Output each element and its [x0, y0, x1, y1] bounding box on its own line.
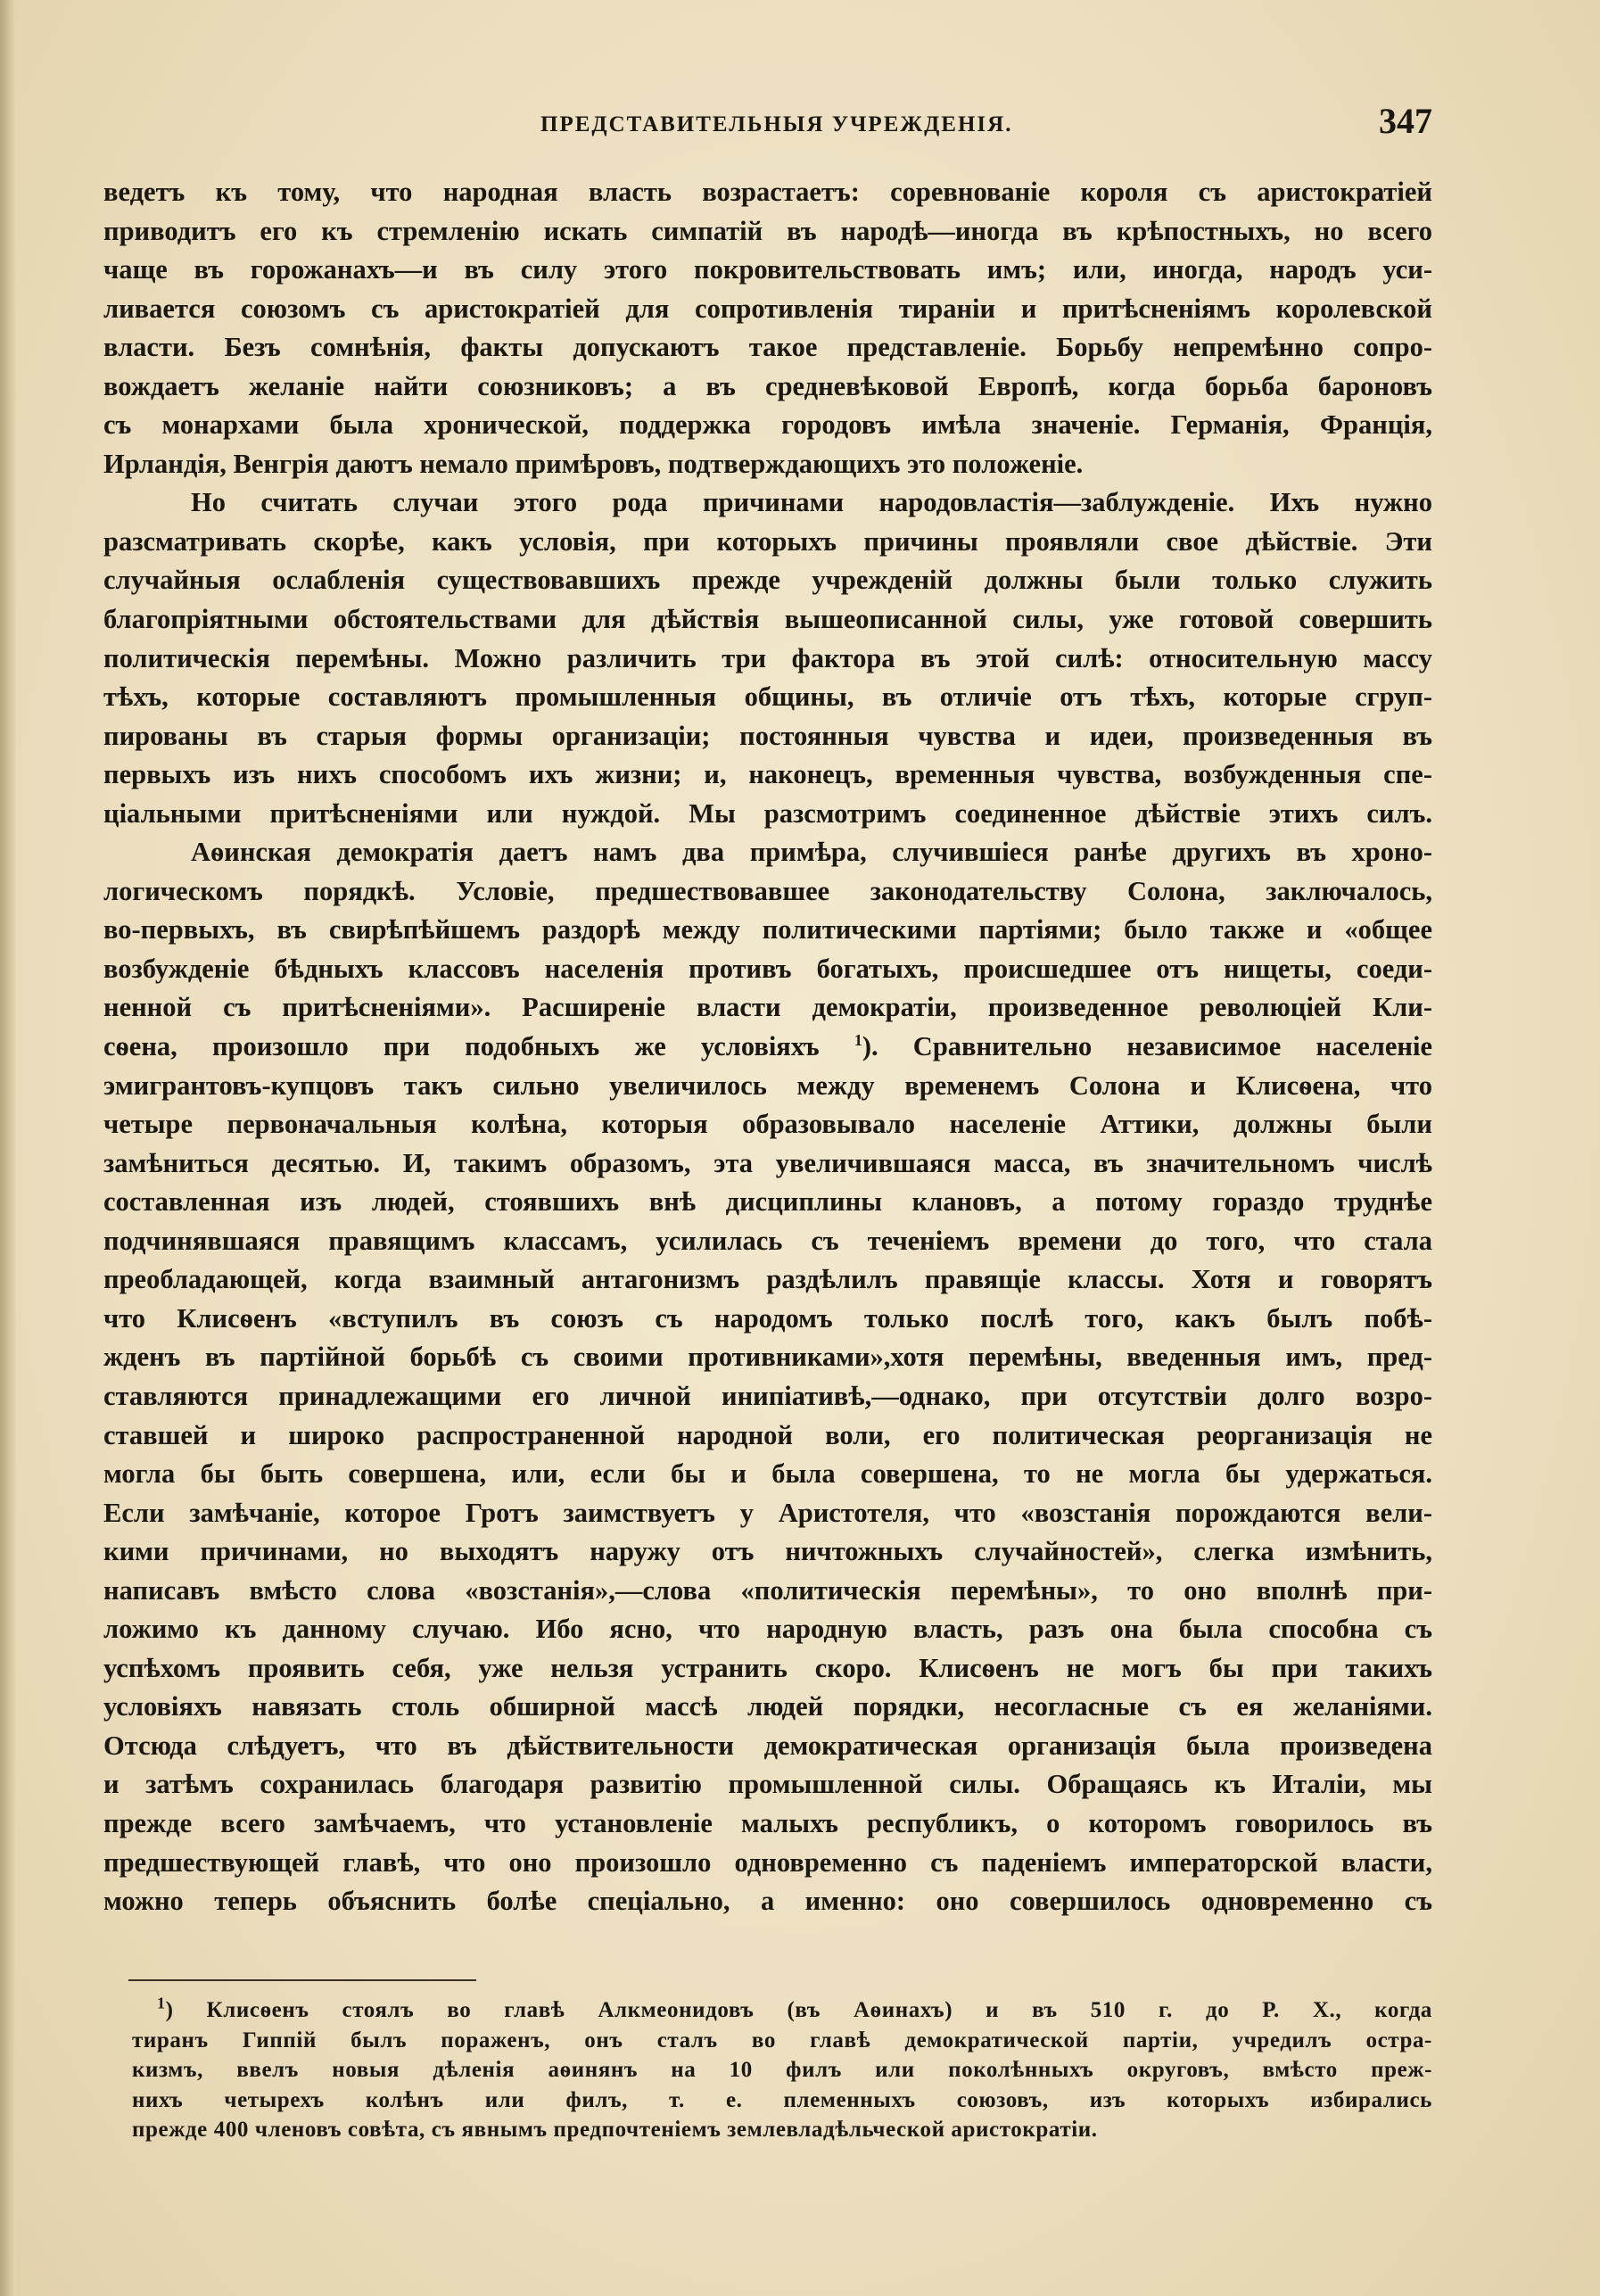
text-line: ливается союзомъ съ аристократіей для сопротивленія тираніи и притѣсненіямъ королевской	[103, 293, 1432, 324]
footnote-marker: 1	[157, 1994, 166, 2012]
footnote	[132, 1995, 1432, 2145]
text-line: приводитъ его къ стремленію искать симпатій въ народѣ—иногда въ крѣпостныхъ, но всего	[103, 215, 1432, 246]
text-line: ненной съ притѣсненіями». Расширеніе власти демократіи, произведенное революціей Кли-	[103, 992, 1432, 1023]
page-header	[103, 100, 1432, 153]
text-line: что Клисѳенъ «вступилъ въ союзъ съ народомъ только послѣ того, какъ былъ побѣ-	[103, 1302, 1432, 1334]
text-line: вождаетъ желаніе найти союзниковъ; а въ средневѣковой Европѣ, когда борьба бароновъ	[103, 370, 1432, 401]
text-line: эмигрантовъ-купцовъ такъ сильно увеличилось между временемъ Солона и Клисѳена, что	[103, 1070, 1432, 1101]
text-line: ставшей и широко распространенной народной воли, его политическая реорганизація не	[103, 1419, 1432, 1450]
page-edge-shadow	[0, 0, 16, 2296]
text-line: преобладающей, когда взаимный антагонизмъ раздѣлилъ правящіе классы. Хотя и говорятъ	[103, 1264, 1432, 1295]
text-line: тѣхъ, которые составляютъ промышленныя общины, въ отличіе отъ тѣхъ, которые сгруп-	[103, 681, 1432, 713]
text-segment: сѳена, произошло при подобныхъ же условіяхъ	[103, 1031, 820, 1062]
text-line: пированы въ старыя формы организаціи; постоянныя чувства и идеи, произведенныя въ	[103, 720, 1432, 751]
text-line: Отсюда слѣдуетъ, что въ дѣйствительности демократическая организація была произведена	[103, 1730, 1432, 1761]
text-line: составленная изъ людей, стоявшихъ внѣ дисциплины клановъ, а потому гораздо труднѣе	[103, 1186, 1432, 1218]
text-line: четыре первоначальныя колѣна, которыя образовывало населеніе Аттики, должны были	[103, 1109, 1432, 1140]
text-line: написавъ вмѣсто слова «возстанія»,—слова «политическія перемѣны», то оно вполнѣ при-	[103, 1574, 1432, 1606]
text-line-with-footnote-ref	[103, 1028, 1432, 1067]
text-line: во-первыхъ, въ свирѣпѣйшемъ раздорѣ между политическими партіями; было также и «общее	[103, 914, 1432, 946]
footnote-divider	[128, 1979, 476, 1981]
footnote-line: прежде 400 членовъ совѣта, съ явнымъ предпочтеніемъ землевладѣльческой аристократіи.	[132, 2118, 1098, 2142]
footnote-line: нихъ четырехъ колѣнъ или филъ, т. е. племенныхъ союзовъ, изъ которыхъ избирались	[132, 2087, 1432, 2112]
text-line: замѣниться десятью. И, такимъ образомъ, эта увеличившаяся масса, въ значительномъ числѣ	[103, 1147, 1432, 1178]
text-line: политическія перемѣны. Можно различить три фактора въ этой силѣ: относительную массу	[103, 642, 1432, 673]
text-line: Если замѣчаніе, которое Гротъ заимствуетъ у Аристотеля, что «возстанія порождаются вели-	[103, 1497, 1432, 1528]
text-line: логическомъ порядкѣ. Условіе, предшествовавшее законодательству Солона, заключалось,	[103, 875, 1432, 906]
text-line: ведетъ къ тому, что народная власть возрастаетъ: соревнованіе короля съ аристократіей	[103, 177, 1432, 207]
text-line: ложимо къ данному случаю. Ибо ясно, что народную власть, разъ она была способна съ	[103, 1614, 1432, 1645]
running-title: ПРЕДСТАВИТЕЛЬНЫЯ УЧРЕЖДЕНІЯ.	[540, 112, 1013, 136]
text-line: можно теперь объяснить болѣе спеціально, а именно: оно совершилось одновременно съ	[103, 1886, 1432, 1917]
text-line: чаще въ горожанахъ—и въ силу этого покровительствовать имъ; или, иногда, народъ уси-	[103, 254, 1432, 285]
text-line: предшествующей главѣ, что оно произошло одновременно съ паденіемъ императорской власти,	[103, 1846, 1432, 1878]
text-line: Ирландія, Венгрія даютъ немало примѣровъ, подтверждающихъ это положеніе.	[103, 448, 1084, 479]
footnote-line: тиранъ Гиппій былъ пораженъ, онъ сталъ во главѣ демократической партіи, учредилъ остра-	[132, 2028, 1432, 2052]
paragraph-start: Но считать случаи этого рода причинами народовластія—заблужденіе. Ихъ нужно	[191, 487, 1432, 518]
text-line: прежде всего замѣчаемъ, что установленіе малыхъ республикъ, о которомъ говорилось въ	[103, 1807, 1432, 1838]
text-line: случайныя ослабленія существовавшихъ прежде учрежденій должны были только служить	[103, 565, 1432, 596]
text-line: съ монархами была хронической, поддержка городовъ имѣла значеніе. Германія, Франція,	[103, 409, 1432, 441]
text-line: условіяхъ навязать столь обширной массѣ людей порядки, несогласные съ ея желаніями.	[103, 1691, 1432, 1722]
text-line: ставляются принадлежащими его личной инипіативѣ,—однако, при отсутствіи долго возро-	[103, 1380, 1432, 1411]
main-text	[103, 173, 1432, 1948]
text-line: могла бы быть совершена, или, если бы и была совершена, то не могла бы удержаться.	[103, 1458, 1432, 1490]
paragraph-start: Аѳинская демократія даетъ намъ два примѣра, случившіеся ранѣе другихъ въ хроно-	[191, 837, 1432, 868]
footnote-ref: 1	[854, 1030, 862, 1049]
text-line: возбужденіе бѣдныхъ классовъ населенія противъ богатыхъ, происшедшее отъ нищеты, соеди-	[103, 953, 1432, 984]
footnote-line: кизмъ, ввелъ новыя дѣленія аѳинянъ на 10 филъ или поколѣнныхъ округовъ, вмѣсто преж-	[132, 2058, 1432, 2082]
text-line: подчинявшаяся правящимъ классамъ, усилилась съ теченіемъ времени до того, что стала	[103, 1225, 1432, 1256]
text-line: разсматривать скорѣе, какъ условія, при которыхъ причины проявляли свое дѣйствіе. Эти	[103, 525, 1432, 557]
text-line: благопріятными обстоятельствами для дѣйствія вышеописанной силы, уже готовой совершить	[103, 604, 1432, 635]
text-segment: ). Сравнительно независимое населеніе	[862, 1031, 1433, 1062]
text-line: ціальными притѣсненіями или нуждой. Мы разсмотримъ соединенное дѣйствіе этихъ силъ.	[103, 797, 1432, 829]
text-line: первыхъ изъ нихъ способомъ ихъ жизни; и, наконецъ, временныя чувства, возбужденныя спе-	[103, 759, 1432, 790]
text-segment: ) Клисѳенъ стоялъ во главѣ Алкмеонидовъ (въ Аѳинахъ) и въ 510 г. до Р. Х., когда	[165, 1998, 1432, 2022]
text-line: успѣхомъ проявить себя, уже нельзя устранить скоро. Клисѳенъ не могъ бы при такихъ	[103, 1652, 1432, 1683]
text-line: власти. Безъ сомнѣнія, факты допускаютъ такое представленіе. Борьбу непремѣнно сопро-	[103, 332, 1432, 363]
text-line: и затѣмъ сохранилась благодаря развитію промышленной силы. Обращаясь къ Италіи, мы	[103, 1769, 1432, 1800]
page-number: 347	[1379, 101, 1432, 141]
text-line: жденъ въ партійной борьбѣ съ своими противниками»,хотя перемѣны, введенныя имъ, пред-	[103, 1342, 1432, 1373]
footnote-line	[132, 1995, 1432, 2026]
text-line: кими причинами, но выходятъ наружу отъ ничтожныхъ случайностей», слегка измѣнить,	[103, 1536, 1432, 1567]
